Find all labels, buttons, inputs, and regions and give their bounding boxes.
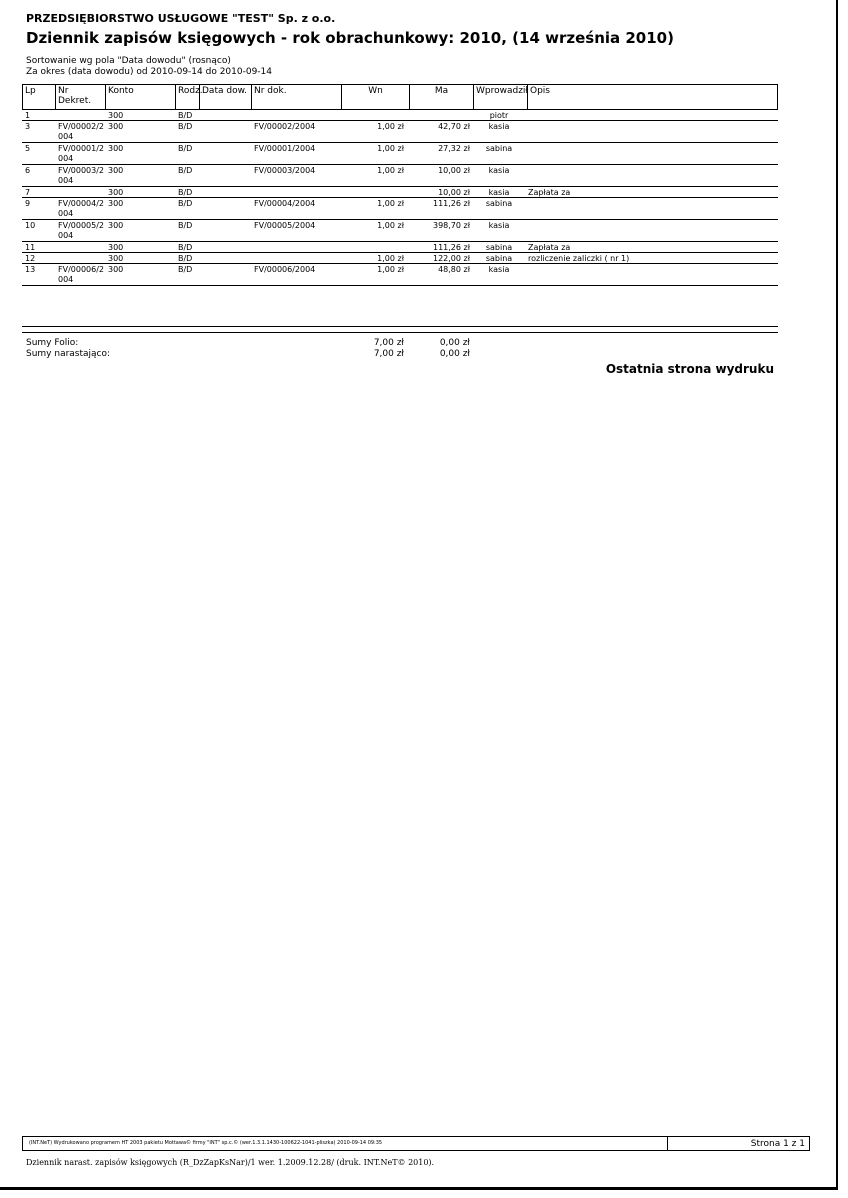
cell-wn: 1,00 zł (377, 254, 404, 263)
sum-divider-bottom (22, 332, 778, 333)
cell-nr-dekret: FV/00003/2004 (58, 166, 105, 185)
cell-lp: 11 (25, 243, 36, 252)
cell-wprowadzil: sabina (485, 144, 513, 153)
cell-wprowadzil: kasia (488, 122, 510, 131)
col-konto: Konto (105, 85, 175, 109)
cell-nr-dok: FV/00001/2004 (254, 144, 316, 153)
cell-konto: 300 (108, 111, 124, 120)
cell-ma: 111,26 zł (432, 243, 470, 252)
col-nr-dok: Nr dok. (251, 85, 341, 109)
table-body (22, 110, 778, 286)
cell-wprowadzil: kasia (488, 166, 510, 175)
cell-wn: 1,00 zł (377, 265, 404, 274)
footer-box (22, 1136, 810, 1151)
table-row (22, 253, 778, 264)
cell-nr-dekret: FV/00004/2004 (58, 199, 105, 218)
col-wn: Wn (341, 85, 409, 109)
col-opis: Opis (527, 85, 777, 109)
col-ma: Ma (409, 85, 473, 109)
table-row (22, 143, 778, 165)
cell-opis: rozliczenie zaliczki ( nr 1) (528, 254, 630, 263)
cell-wprowadzil: kasia (488, 221, 510, 230)
cell-rodz: B/D (178, 221, 193, 230)
cell-wn: 1,00 zł (377, 144, 404, 153)
cell-konto: 300 (108, 265, 124, 274)
table-row (22, 165, 778, 187)
cell-konto: 300 (108, 144, 124, 153)
page-number: Strona 1 z 1 (750, 1139, 805, 1149)
cell-konto: 300 (108, 221, 124, 230)
cell-rodz: B/D (178, 188, 193, 197)
last-page-note: Ostatnia strona wydruku (605, 362, 774, 376)
table-row (22, 187, 778, 198)
cell-konto: 300 (108, 254, 124, 263)
cell-lp: 3 (25, 122, 31, 131)
cell-nr-dok: FV/00003/2004 (254, 166, 316, 175)
sum-divider-top (22, 326, 778, 327)
table-row (22, 220, 778, 242)
company-name: PRZEDSIĘBIORSTWO USŁUGOWE "TEST" Sp. z o.o. (26, 12, 336, 25)
cell-ma: 42,70 zł (438, 122, 470, 131)
cell-konto: 300 (108, 243, 124, 252)
cell-wprowadzil: sabina (485, 254, 513, 263)
cell-wn: 1,00 zł (377, 122, 404, 131)
report-title: Dziennik zapisów księgowych - rok obrachunkowy: 2010, (14 września 2010) (26, 29, 674, 47)
footer-program-info: (INT.NeT) Wydrukowano programem HT 2003 pakietu Mottawa© firmy "INT" sp.c.© (wer.1.3.1.1430-100622-1041-pliszka) 2010-09-14 09:35 (29, 1140, 383, 1146)
cell-rodz: B/D (178, 111, 193, 120)
cell-wn: 1,00 zł (377, 199, 404, 208)
cell-opis: Zapłata za (528, 243, 571, 252)
table-row (22, 198, 778, 220)
table-row (22, 121, 778, 143)
cell-rodz: B/D (178, 243, 193, 252)
cell-rodz: B/D (178, 199, 193, 208)
cell-ma: 27,32 zł (438, 144, 470, 153)
cell-wprowadzil: kasia (488, 265, 510, 274)
cell-nr-dekret: FV/00005/2004 (58, 221, 105, 240)
journal-table (22, 84, 778, 286)
sums-cumulative-ma: 0,00 zł (439, 349, 470, 359)
table-row (22, 264, 778, 286)
cell-wprowadzil: kasia (488, 188, 510, 197)
cell-lp: 1 (25, 111, 31, 120)
period-info: Za okres (data dowodu) od 2010-09-14 do 2010-09-14 (26, 67, 272, 77)
cell-wn: 1,00 zł (377, 166, 404, 175)
report-footnote: Dziennik narast. zapisów księgowych (R_DzZapKsNar)/1 wer. 1.2009.12.28/ (druk. INT.NeT© 2010). (26, 1158, 435, 1167)
cell-nr-dekret: FV/00002/2004 (58, 122, 105, 141)
cell-lp: 7 (25, 188, 31, 197)
cell-konto: 300 (108, 166, 124, 175)
cell-nr-dok: FV/00005/2004 (254, 221, 316, 230)
cell-nr-dekret: FV/00001/2004 (58, 144, 105, 163)
cell-konto: 300 (108, 188, 124, 197)
cell-konto: 300 (108, 199, 124, 208)
cell-lp: 13 (25, 265, 36, 274)
cell-lp: 12 (25, 254, 36, 263)
col-rodz: Rodz. (175, 85, 199, 109)
sums-cumulative-label: Sumy narastająco: (26, 349, 111, 359)
sums-folio-ma: 0,00 zł (439, 338, 470, 348)
sums-cumulative-wn: 7,00 zł (373, 349, 404, 359)
cell-rodz: B/D (178, 254, 193, 263)
cell-ma: 10,00 zł (438, 188, 470, 197)
cell-rodz: B/D (178, 265, 193, 274)
cell-nr-dok: FV/00002/2004 (254, 122, 316, 131)
cell-lp: 6 (25, 166, 31, 175)
table-header (22, 84, 778, 110)
sums-folio-label: Sumy Folio: (26, 338, 79, 348)
cell-lp: 10 (25, 221, 36, 230)
cell-wn: 1,00 zł (377, 221, 404, 230)
cell-wprowadzil: sabina (485, 243, 513, 252)
cell-rodz: B/D (178, 122, 193, 131)
cell-nr-dok: FV/00006/2004 (254, 265, 316, 274)
cell-ma: 398,70 zł (432, 221, 470, 230)
cell-nr-dekret: FV/00006/2004 (58, 265, 105, 284)
sums-folio-wn: 7,00 zł (373, 338, 404, 348)
cell-nr-dok: FV/00004/2004 (254, 199, 316, 208)
table-row (22, 110, 778, 121)
col-nr-dekret: Nr Dekret. (55, 85, 105, 109)
sort-info: Sortowanie wg pola "Data dowodu" (rosnąco) (26, 56, 231, 66)
col-wprowadzil: Wprowadził (473, 85, 527, 109)
cell-ma: 111,26 zł (432, 199, 470, 208)
col-data-dow: Data dow. (199, 85, 251, 109)
cell-rodz: B/D (178, 166, 193, 175)
table-row (22, 242, 778, 253)
cell-rodz: B/D (178, 144, 193, 153)
cell-wprowadzil: piotr (489, 111, 509, 120)
cell-opis: Zapłata za (528, 188, 571, 197)
cell-ma: 122,00 zł (432, 254, 470, 263)
cell-ma: 48,80 zł (438, 265, 470, 274)
cell-konto: 300 (108, 122, 124, 131)
cell-ma: 10,00 zł (438, 166, 470, 175)
cell-wprowadzil: sabina (485, 199, 513, 208)
cell-lp: 9 (25, 199, 31, 208)
cell-lp: 5 (25, 144, 31, 153)
col-lp: Lp (25, 86, 36, 96)
footer-divider (667, 1137, 668, 1150)
